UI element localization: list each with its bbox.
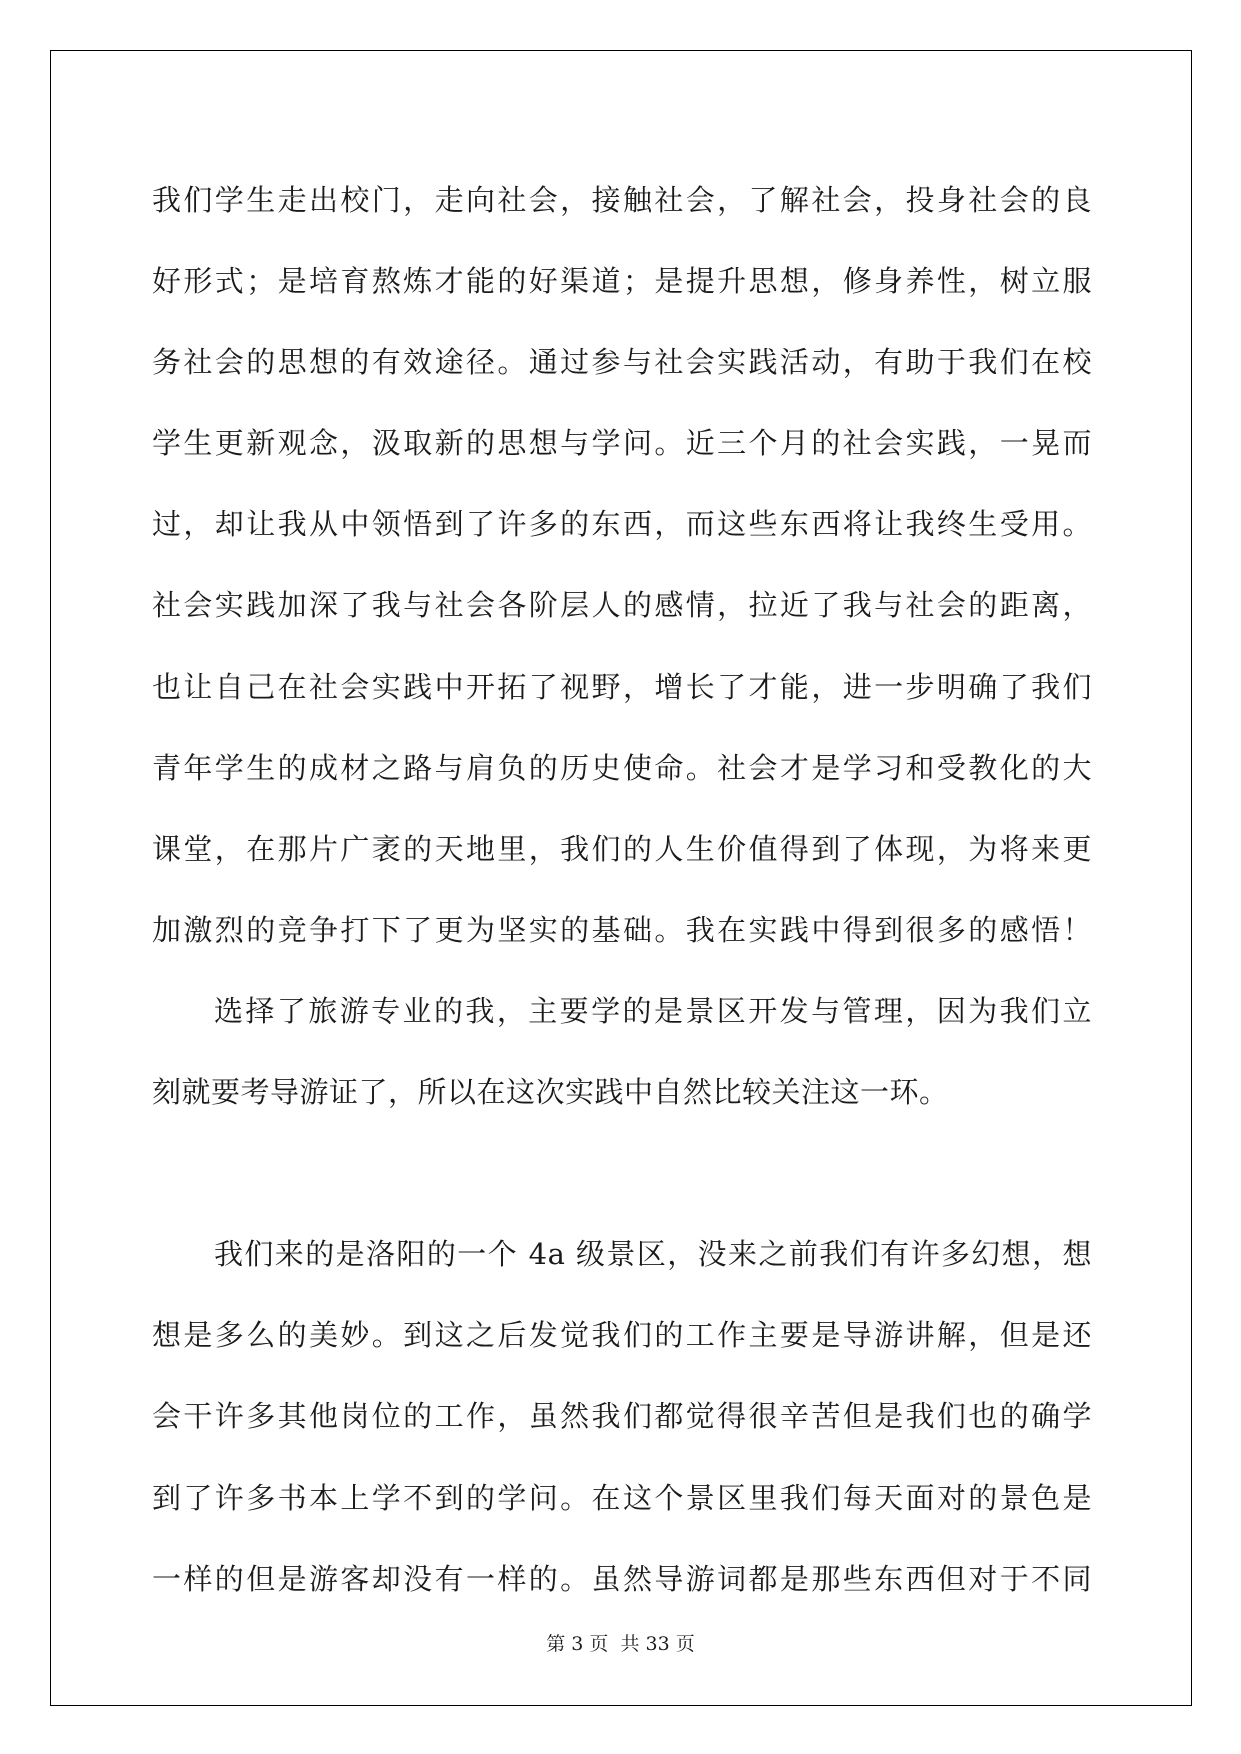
text-line: 到了许多书本上学不到的学问。在这个景区里我们每天面对的景色是 [152, 1480, 1092, 1515]
text-line: 一样的但是游客却没有一样的。虽然导游词都是那些东西但对于不同 [152, 1561, 1092, 1596]
text-line: 学生更新观念，汲取新的思想与学问。近三个月的社会实践，一晃而 [152, 426, 1092, 461]
text-line: 好形式；是培育熬炼才能的好渠道；是提升思想，修身养性，树立服 [152, 264, 1092, 299]
text-line: 社会实践加深了我与社会各阶层人的感情，拉近了我与社会的距离， [152, 588, 1092, 623]
text-line: 青年学生的成材之路与肩负的历史使命。社会才是学习和受教化的大 [152, 750, 1092, 785]
text-line: 想是多么的美妙。到这之后发觉我们的工作主要是导游讲解，但是还 [152, 1318, 1092, 1353]
page-number: 第 3 页 [546, 1633, 609, 1655]
paragraph-gap [152, 1133, 1092, 1214]
text-line: 我们学生走出校门，走向社会，接触社会，了解社会，投身社会的良 [152, 183, 1092, 217]
paragraph-3 [152, 1214, 1092, 1619]
page-total: 共 33 页 [620, 1633, 695, 1655]
document-body [152, 160, 1092, 1620]
paragraph-2 [152, 971, 1092, 1133]
text-line: 会干许多其他岗位的工作，虽然我们都觉得很辛苦但是我们也的确学 [152, 1399, 1092, 1434]
page-footer [0, 1629, 1241, 1656]
text-line: 过，却让我从中领悟到了许多的东西，而这些东西将让我终生受用。 [152, 507, 1092, 542]
text-line: 也让自己在社会实践中开拓了视野，增长了才能，进一步明确了我们 [152, 669, 1092, 704]
text-line: 选择了旅游专业的我，主要学的是景区开发与管理，因为我们立 [214, 993, 1092, 1028]
text-line: 务社会的思想的有效途径。通过参与社会实践活动，有助于我们在校 [152, 345, 1092, 380]
text-line: 刻就要考导游证了，所以在这次实践中自然比较关注这一环。 [152, 1075, 949, 1110]
text-line: 课堂，在那片广袤的天地里，我们的人生价值得到了体现，为将来更 [152, 831, 1092, 866]
text-line: 加激烈的竞争打下了更为坚实的基础。我在实践中得到很多的感悟！ [152, 912, 1092, 947]
text-line: 我们来的是洛阳的一个 4a 级景区，没来之前我们有许多幻想，想 [214, 1237, 1092, 1272]
paragraph-1 [152, 160, 1092, 971]
